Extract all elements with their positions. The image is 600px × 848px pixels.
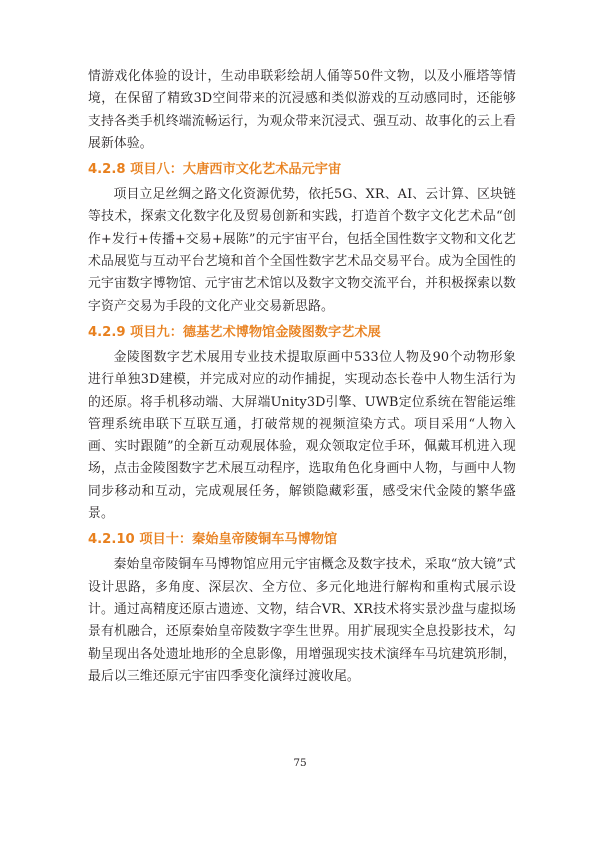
intro-paragraph: 情游戏化体验的设计，生动串联彩绘胡人俑等50件文物，以及小雁塔等情境，在保留了精致3D空间带来的沉浸感和类似游戏的互动感同时，还能够支持各类手机终端流畅运行，为观众带来沉浸式、强互动、故事化的云上看展新体验。	[88, 69, 516, 151]
section-body-project-9: 金陵图数字艺术展用专业技术提取原画中533位人物及90个动物形象进行单独3D建模，并完成对应的动作捕捉，实现动态长卷中人物生活行为的还原。将手机移动端、大屏端Unity3D引擎、UWB定位系统在智能运维管理系统串联下互联互通，打破常规的视频渲染方式。项目采用“人物入画、实时跟随”的全新互动观展体验，观众领取定位手环，佩戴耳机进入现场，点击金陵图数字艺术展互动程序，选取角色化身画中人物，与画中人物同步移动和互动，完成观展任务，解锁隐藏彩蛋，感受宋代金陵的繁华盛景。	[88, 349, 516, 522]
document-page	[88, 66, 516, 688]
page-number: 75	[293, 757, 307, 769]
section-heading-project-10: 4.2.10 项目十：秦始皇帝陵铜车马博物馆	[88, 532, 338, 548]
section-body-project-10: 秦始皇帝陵铜车马博物馆应用元宇宙概念及数字技术，采取“放大镜”式设计思路，多角度、深层次、全方位、多元化地进行解构和重构式展示设计。通过高精度还原古遗迹、文物，结合VR、XR技术将实景沙盘与虚拟场景有机融合，还原秦始皇帝陵数字孪生世界。用扩展现实全息投影技术，勾勒呈现出各处遗址地形的全息影像，用增强现实技术演绎车马坑建筑形制，最后以三维还原元宇宙四季变化演绎过渡收尾。	[88, 557, 516, 684]
section-body-project-8: 项目立足丝绸之路文化资源优势，依托5G、XR、AI、云计算、区块链等技术，探索文化数字化及贸易创新和实践，打造首个数字文化艺术品“创作+发行+传播+交易+展陈”的元宇宙平台，包括全国性数字文物和文化艺术品展览与互动平台艺境和首个全国性数字艺术品交易平台。成为全国性的元宇宙数字博物馆、元宇宙艺术馆以及数字文物交流平台，并积极探索以数字资产交易为手段的文化产业交易新思路。	[88, 187, 516, 314]
section-heading-project-9: 4.2.9 项目九：德基艺术博物馆金陵图数字艺术展	[88, 324, 381, 340]
section-heading-project-8: 4.2.8 项目八：大唐西市文化艺术品元宇宙	[88, 162, 342, 178]
